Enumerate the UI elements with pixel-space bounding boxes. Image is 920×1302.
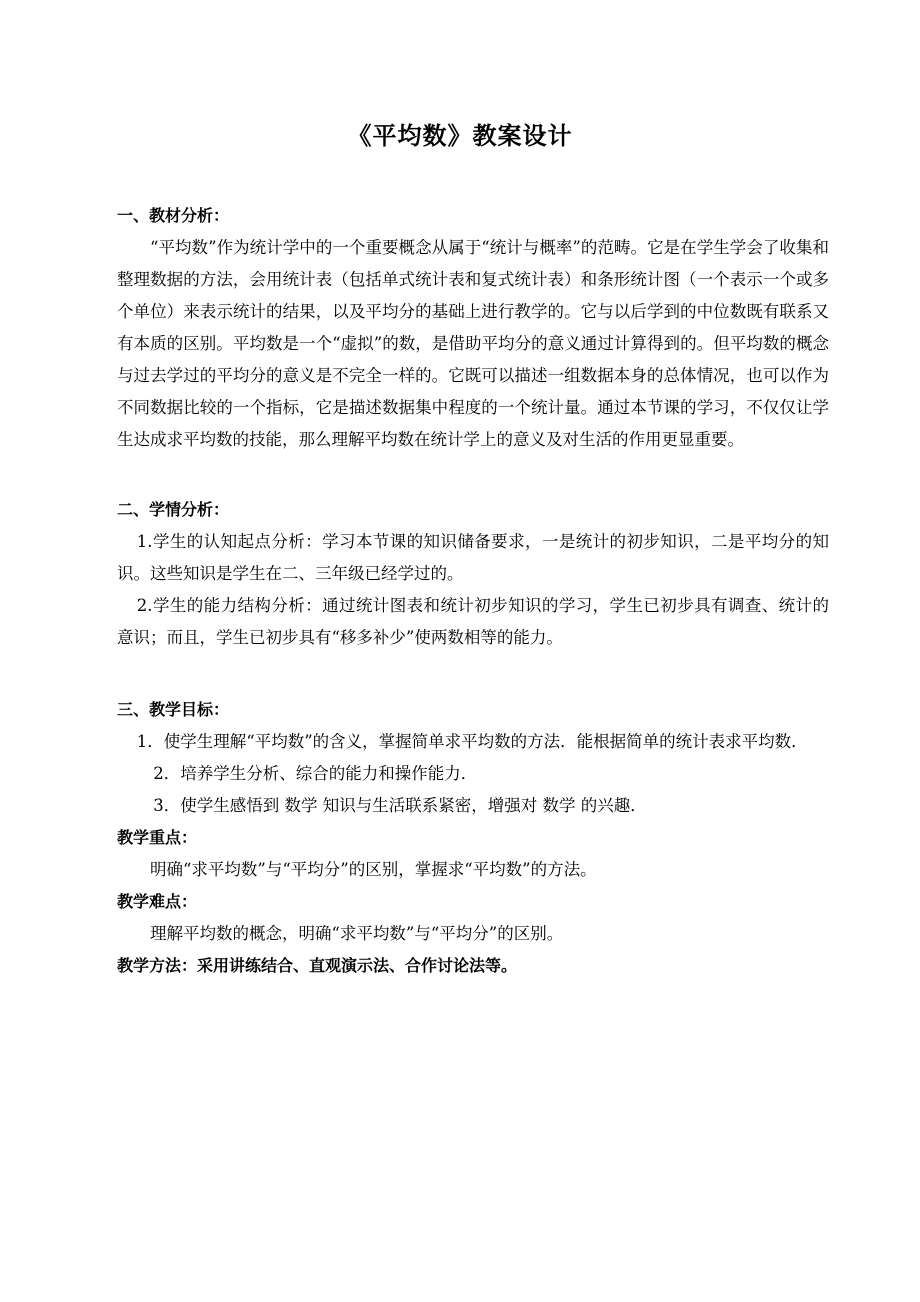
student-analysis-item-2: 2.学生的能力结构分析：通过统计图表和统计初步知识的学习，学生已初步具有调查、统计的意识；而且，学生已初步具有“移多补少”使两数相等的能力。: [117, 596, 829, 647]
teaching-goal-2: 2．培养学生分析、综合的能力和操作能力．: [153, 764, 478, 783]
document-body: [117, 200, 829, 982]
section-heading-students: 二、学情分析：: [117, 500, 230, 519]
materials-analysis-paragraph: “平均数”作为统计学中的一个重要概念从属于“统计与概率”的范畴。它是在学生学会了收集和整理数据的方法，会用统计表（包括单式统计表和复式统计表）和条形统计图（一个表示一个或多个单位）来表示统计的结果，以及平均分的基础上进行教学的。它与以后学到的中位数既有联系又有本质的区别。平均数是一个“虚拟”的数，是借助平均分的意义通过计算得到的。但平均数的概念与过去学过的平均分的意义是不完全一样的。它既可以描述一组数据本身的总体情况，也可以作为不同数据比较的一个指标，它是描述数据集中程度的一个统计量。通过本节课的学习，不仅仅让学生达成求平均数的技能，那么理解平均数在统计学上的意义及对生活的作用更显重要。: [117, 238, 829, 449]
student-analysis-item-1: 1.学生的认知起点分析：学习本节课的知识储备要求，一是统计的初步知识，二是平均分的知识。这些知识是学生在二、三年级已经学过的。: [117, 532, 829, 583]
key-point-heading: 教学重点：: [117, 828, 198, 847]
key-point-text: 明确“求平均数”与“平均分”的区别，掌握求“平均数”的方法。: [150, 860, 597, 879]
section-heading-goals: 三、教学目标：: [117, 700, 230, 719]
teaching-goal-1: 1．使学生理解“平均数”的含义，掌握简单求平均数的方法．能根据简单的统计表求平均数．: [136, 732, 808, 751]
teaching-method: 教学方法：采用讲练结合、直观演示法、合作讨论法等。: [117, 956, 518, 975]
teaching-goal-3: 3．使学生感悟到 数学 知识与生活联系紧密，增强对 数学 的兴趣．: [153, 796, 647, 815]
section-spacer: [117, 654, 829, 694]
section-heading-materials: 一、教材分析：: [117, 206, 230, 225]
section-spacer: [117, 456, 829, 494]
difficulty-text: 理解平均数的概念，明确“求平均数”与“平均分”的区别。: [150, 924, 564, 943]
difficulty-heading: 教学难点：: [117, 892, 198, 911]
document-title: 《平均数》教案设计: [347, 121, 573, 150]
